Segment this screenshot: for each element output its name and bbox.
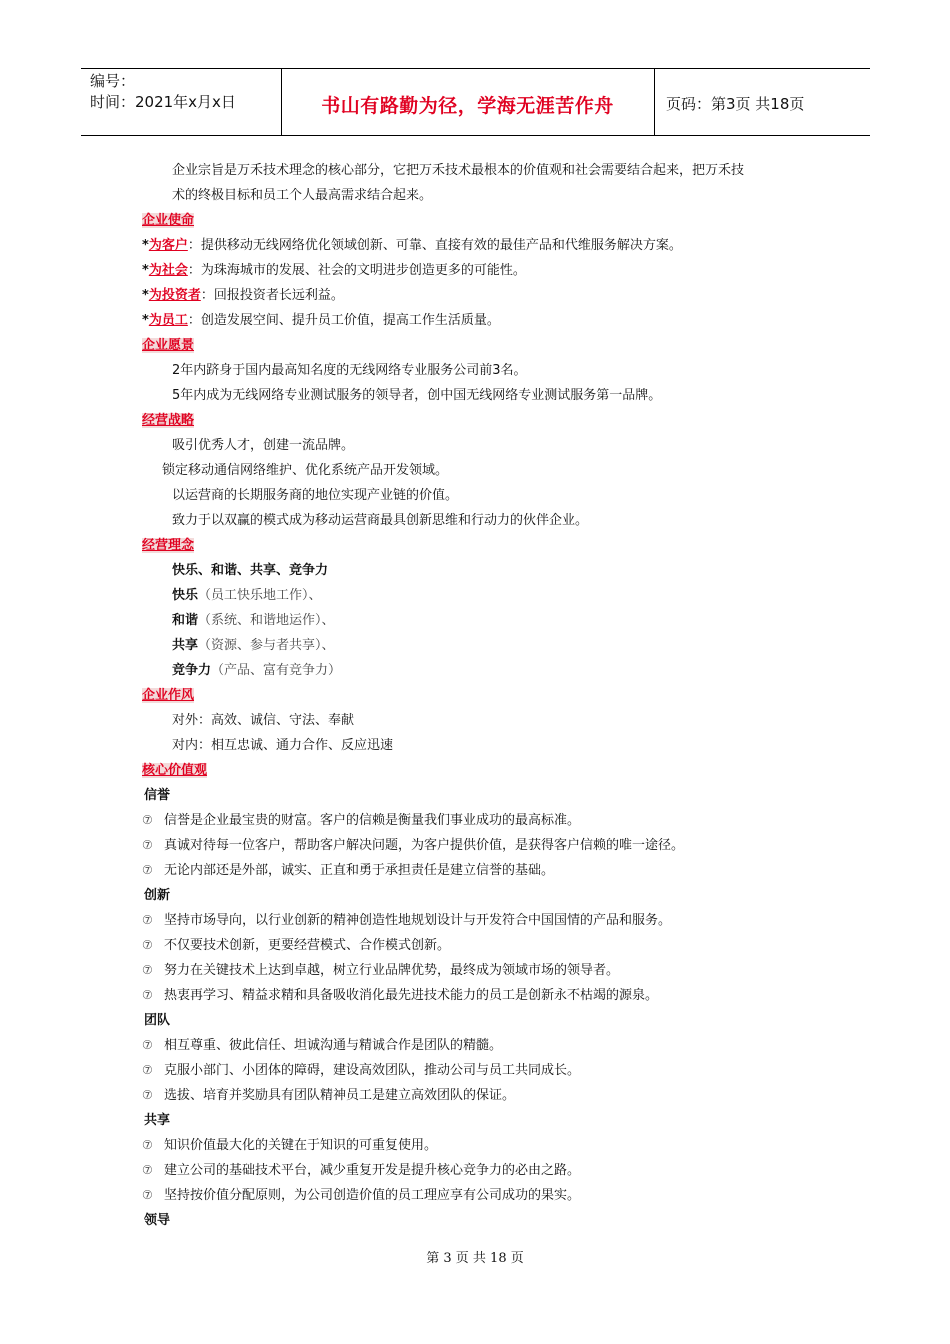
style-item: 对内：相互忠诚、通力合作、反应迅速 (172, 738, 394, 753)
value-item: ⑦ 知识价值最大化的关键在于知识的可重复使用。 (142, 1133, 832, 1158)
value-item: ⑦ 信誉是企业最宝贵的财富。客户的信赖是衡量我们事业成功的最高标准。 (142, 808, 832, 833)
bullet-icon: ⑦ (142, 1138, 153, 1152)
bullet-icon: ⑦ (142, 913, 153, 927)
value-item: ⑦ 相互尊重、彼此信任、坦诚沟通与精诚合作是团队的精髓。 (142, 1033, 832, 1058)
section-heading-style: 企业作风 (142, 688, 195, 703)
strategy-item: 锁定移动通信网络维护、优化系统产品开发领域。 (162, 463, 449, 478)
intro-line: 企业宗旨是万禾技术理念的核心部分，它把万禾技术最根本的价值观和社会需要结合起来，把万禾技 (172, 163, 745, 178)
header-motto: 书山有路勤为径，学海无涯苦作舟 (321, 95, 614, 117)
strategy-item: 吸引优秀人才，创建一流品牌。 (172, 438, 355, 453)
bullet-icon: ⑦ (142, 1163, 153, 1177)
time-label: 时间：2021年x月x日 (90, 93, 236, 111)
mission-item: *为投资者：回报投资者长远利益。 (142, 288, 344, 303)
vision-item: 2年内跻身于国内最高知名度的无线网络专业服务公司前3名。 (172, 363, 527, 378)
header-meta (90, 71, 236, 113)
mission-item: *为社会：为珠海城市的发展、社会的文明进步创造更多的可能性。 (142, 263, 526, 278)
bullet-icon: ⑦ (142, 1088, 153, 1102)
strategy-item: 以运营商的长期服务商的地位实现产业链的价值。 (172, 488, 459, 503)
bullet-icon: ⑦ (142, 938, 153, 952)
bullet-icon: ⑦ (142, 988, 153, 1002)
number-label: 编号： (90, 72, 136, 90)
value-item: ⑦ 克服小部门、小团体的障碍，建设高效团队，推动公司与员工共同成长。 (142, 1058, 832, 1083)
value-group-title: 领导 (144, 1213, 171, 1228)
style-item: 对外：高效、诚信、守法、奉献 (172, 713, 355, 728)
page-header (81, 68, 870, 136)
intro-line: 术的终极目标和员工个人最高需求结合起来。 (172, 188, 433, 203)
philosophy-item: 共享（资源、参与者共享）、 (172, 638, 335, 653)
philosophy-item: 竞争力（产品、富有竞争力） (172, 663, 342, 678)
mission-item: *为员工：创造发展空间、提升员工价值，提高工作生活质量。 (142, 313, 500, 328)
bullet-icon: ⑦ (142, 1188, 153, 1202)
section-heading-philosophy: 经营理念 (142, 538, 195, 553)
value-item: ⑦ 真诚对待每一位客户，帮助客户解决问题，为客户提供价值，是获得客户信赖的唯一途径。 (142, 833, 832, 858)
bullet-icon: ⑦ (142, 1038, 153, 1052)
value-group-title: 共享 (144, 1113, 171, 1128)
value-item: ⑦ 坚持市场导向，以行业创新的精神创造性地规划设计与开发符合中国国情的产品和服务。 (142, 908, 832, 933)
page-footer: 第 3 页 共 18 页 (426, 1251, 524, 1266)
vision-item: 5年内成为无线网络专业测试服务的领导者，创中国无线网络专业测试服务第一品牌。 (172, 388, 662, 403)
bullet-icon: ⑦ (142, 963, 153, 977)
bullet-icon: ⑦ (142, 1063, 153, 1077)
section-heading-mission: 企业使命 (142, 213, 195, 228)
philosophy-title: 快乐、和谐、共享、竞争力 (172, 563, 329, 578)
header-divider (654, 69, 655, 135)
philosophy-item: 和谐（系统、和谐地运作）、 (172, 613, 335, 628)
section-heading-strategy: 经营战略 (142, 413, 195, 428)
value-item: ⑦ 坚持按价值分配原则，为公司创造价值的员工理应享有公司成功的果实。 (142, 1183, 832, 1208)
section-heading-core-values: 核心价值观 (142, 763, 208, 778)
value-item: ⑦ 热衷再学习、精益求精和具备吸收消化最先进技术能力的员工是创新永不枯竭的源泉。 (142, 983, 832, 1008)
value-group-title: 信誉 (144, 788, 171, 803)
value-item: ⑦ 无论内部还是外部，诚实、正直和勇于承担责任是建立信誉的基础。 (142, 858, 832, 883)
strategy-item: 致力于以双赢的模式成为移动运营商最具创新思维和行动力的伙伴企业。 (172, 513, 589, 528)
bullet-icon: ⑦ (142, 838, 153, 852)
section-heading-vision: 企业愿景 (142, 338, 195, 353)
header-page-info: 页码：第3页 共18页 (666, 95, 805, 113)
bullet-icon: ⑦ (142, 813, 153, 827)
document-body (142, 158, 832, 1233)
value-item: ⑦ 不仅要技术创新，更要经营模式、合作模式创新。 (142, 933, 832, 958)
mission-item: *为客户：提供移动无线网络优化领域创新、可靠、直接有效的最佳产品和代维服务解决方案。 (142, 238, 682, 253)
value-item: ⑦ 选拔、培育并奖励具有团队精神员工是建立高效团队的保证。 (142, 1083, 832, 1108)
philosophy-item: 快乐（员工快乐地工作）、 (172, 588, 322, 603)
value-item: ⑦ 建立公司的基础技术平台，减少重复开发是提升核心竞争力的必由之路。 (142, 1158, 832, 1183)
value-item: ⑦ 努力在关键技术上达到卓越，树立行业品牌优势，最终成为领域市场的领导者。 (142, 958, 832, 983)
bullet-icon: ⑦ (142, 863, 153, 877)
value-group-title: 创新 (144, 888, 171, 903)
value-group-title: 团队 (144, 1013, 171, 1028)
